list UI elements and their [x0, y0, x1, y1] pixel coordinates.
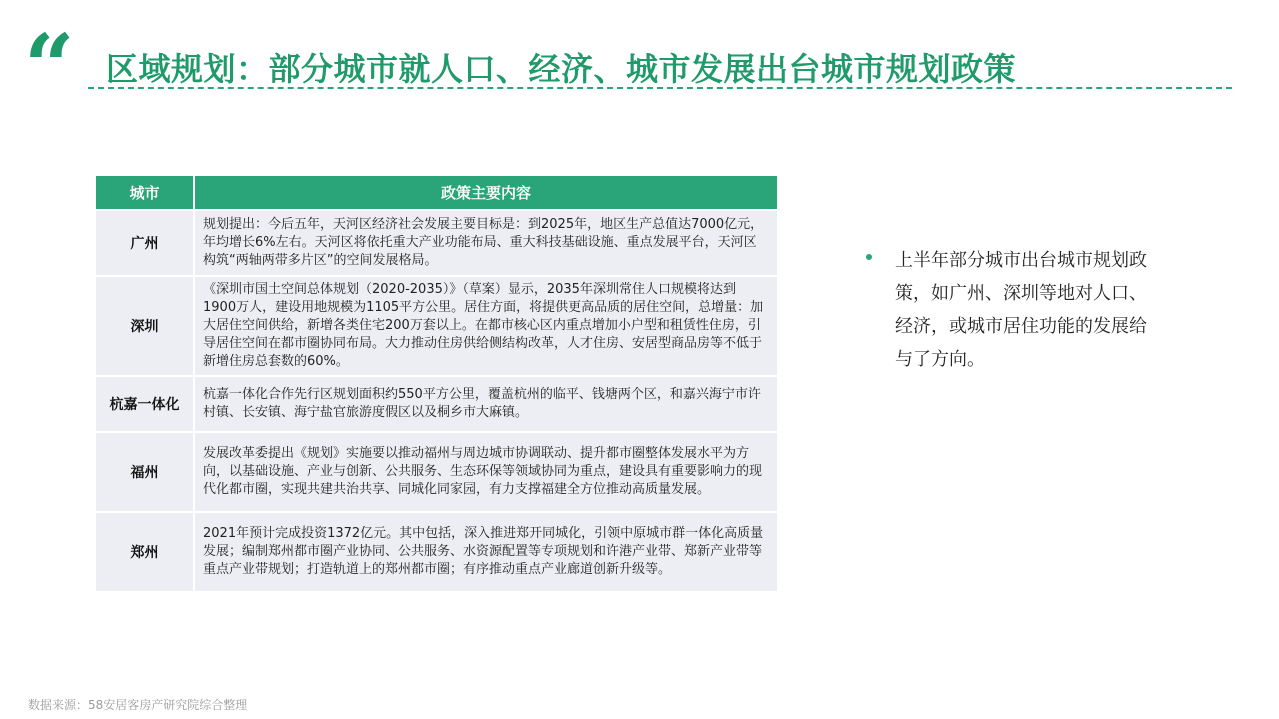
city-cell: 郑州	[96, 511, 195, 591]
column-header-content: 政策主要内容	[195, 176, 777, 209]
policy-content-cell: 《深圳市国土空间总体规划（2020-2035）》（草案）显示，2035年深圳常住人口规模将达到1900万人，建设用地规模为1105平方公里。居住方面，将提供更高品质的居住空间，总增量：加大居住空间供给，新增各类住宅200万套以上。在都市核心区内重点增加小户型和租赁性住房，引导居住空间在都市圈协同布局。大力推动住房供给侧结构改革，人才住房、安居型商品房等不低于新增住房总套数的60%。	[195, 275, 777, 375]
bullet-dot-icon	[866, 254, 872, 260]
table-row	[96, 375, 777, 431]
city-cell: 深圳	[96, 275, 195, 375]
title-divider	[88, 87, 1232, 89]
city-cell: 广州	[96, 209, 195, 275]
policy-content-cell: 杭嘉一体化合作先行区规划面积约550平方公里，覆盖杭州的临平、钱塘两个区，和嘉兴海宁市许村镇、长安镇、海宁盐官旅游度假区以及桐乡市大麻镇。	[195, 375, 777, 431]
city-cell: 福州	[96, 431, 195, 511]
policy-content-cell: 2021年预计完成投资1372亿元。其中包括，深入推进郑开同城化，引领中原城市群一体化高质量发展；编制郑州都市圈产业协同、公共服务、水资源配置等专项规划和许港产业带、郑新产业带等重点产业带规划；打造轨道上的郑州都市圈；有序推动重点产业廊道创新升级等。	[195, 511, 777, 591]
policy-table	[96, 176, 777, 591]
table-row	[96, 511, 777, 591]
policy-content-cell: 发展改革委提出《规划》实施要以推动福州与周边城市协调联动、提升都市圈整体发展水平为方向，以基础设施、产业与创新、公共服务、生态环保等领域协同为重点，建设具有重要影响力的现代化都市圈，实现共建共治共享、同城化同家园，有力支撑福建全方位推动高质量发展。	[195, 431, 777, 511]
policy-content-cell: 规划提出：今后五年，天河区经济社会发展主要目标是：到2025年，地区生产总值达7000亿元，年均增长6%左右。天河区将依托重大产业功能布局、重大科技基础设施、重点发展平台，天河区构筑“两轴两带多片区”的空间发展格局。	[195, 209, 777, 275]
slide-title: 区域规划：部分城市就人口、经济、城市发展出台城市规划政策	[106, 50, 1017, 88]
data-source-note: 数据来源：58安居客房产研究院综合整理	[28, 698, 248, 712]
table-row	[96, 275, 777, 375]
table-row	[96, 431, 777, 511]
table-header-row	[96, 176, 777, 209]
column-header-city: 城市	[96, 176, 195, 209]
summary-bullet: 上半年部分城市出台城市规划政策，如广州、深圳等地对人口、经济，或城市居住功能的发展给与了方向。	[895, 250, 1147, 370]
city-cell: 杭嘉一体化	[96, 375, 195, 431]
table-row	[96, 209, 777, 275]
quote-mark-icon: “	[24, 14, 75, 118]
